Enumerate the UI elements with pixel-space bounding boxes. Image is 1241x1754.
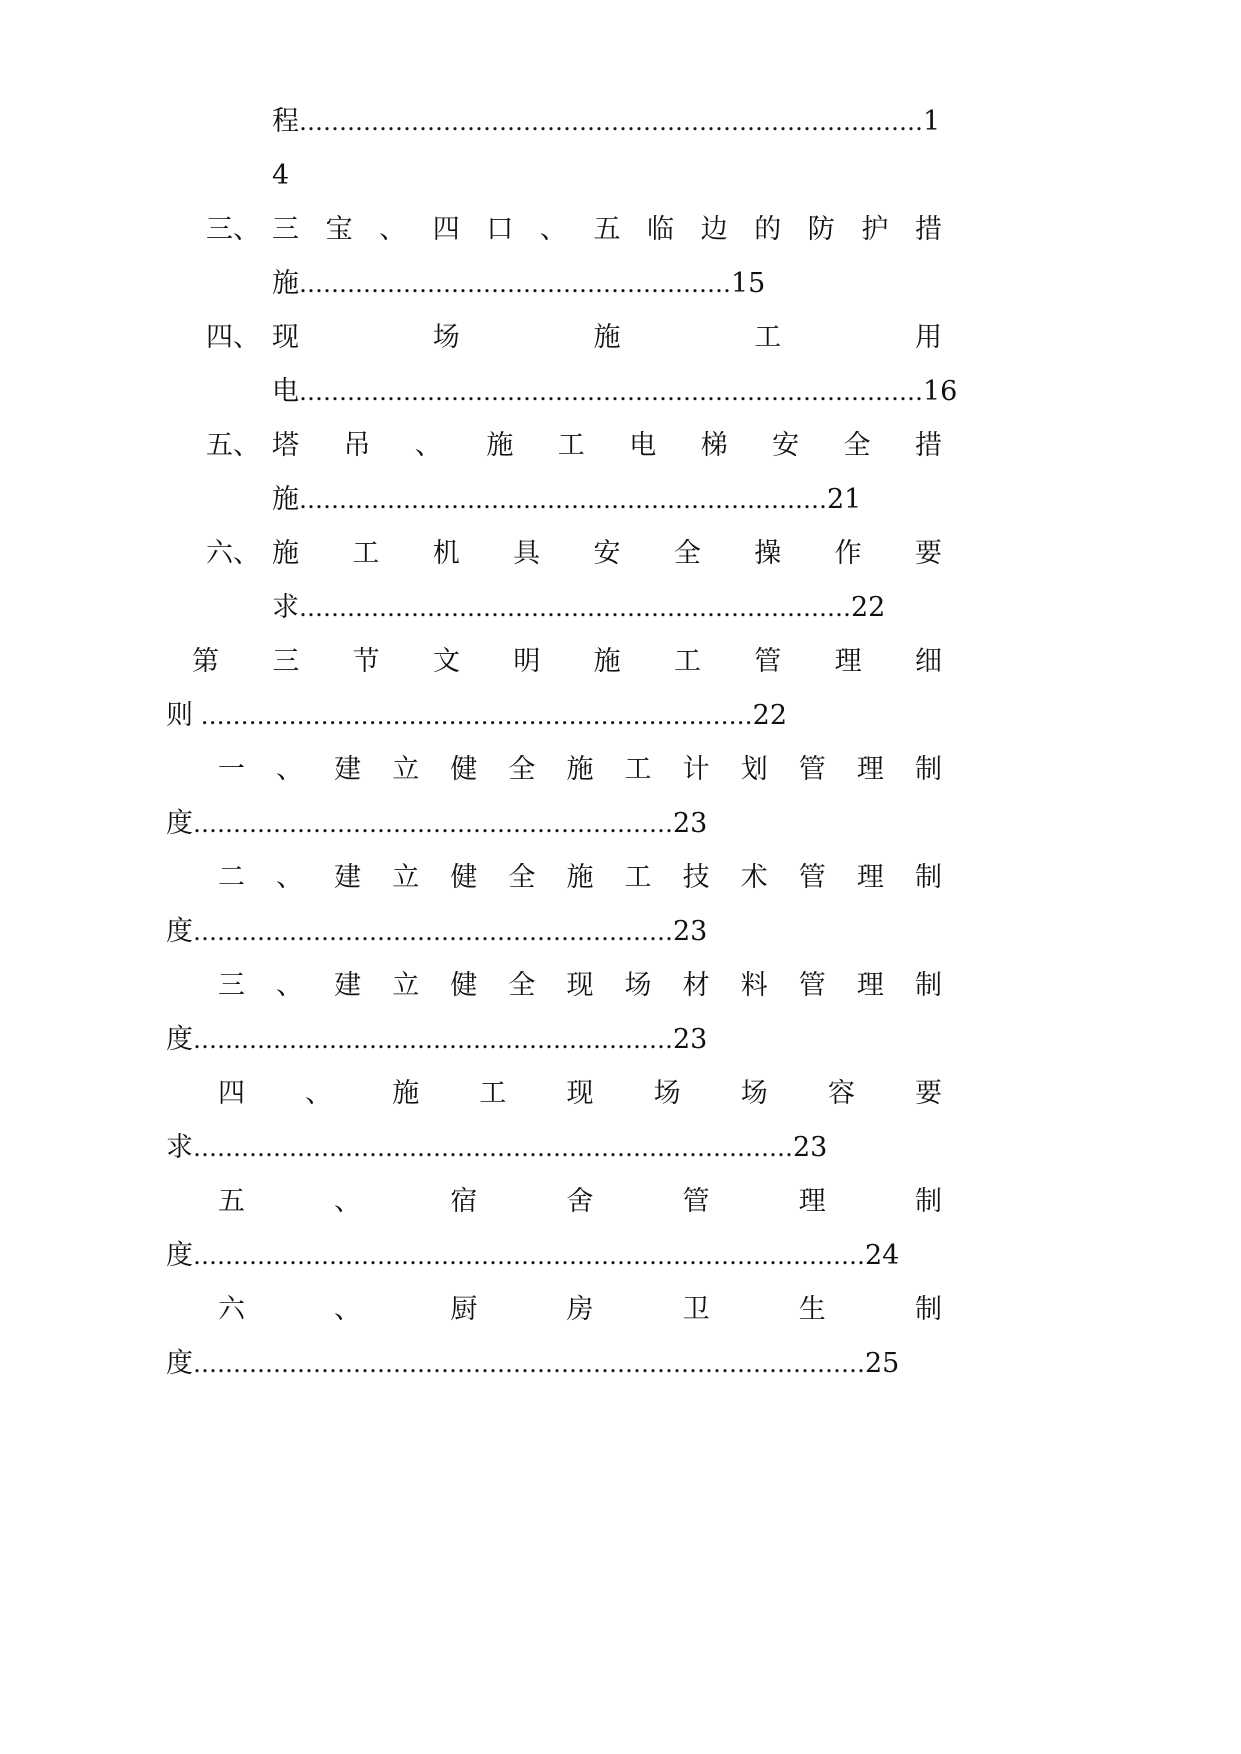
- toc-section-heading: 第 三 节 文 明 施 工 管 理 细: [192, 646, 942, 677]
- toc-line: 度……………………………………………………23: [166, 1024, 708, 1055]
- toc-line: 电……………………………………………………………………16: [272, 376, 958, 407]
- toc-heading: 二 、 建 立 健 全 施 工 技 术 管 理 制: [218, 862, 942, 893]
- toc-heading: 塔 吊 、 施 工 电 梯 安 全 措: [272, 430, 942, 461]
- toc-number: 五、: [206, 430, 260, 461]
- toc-line: 求…………………………………………………………………23: [166, 1132, 828, 1163]
- toc-heading: 五 、 宿 舍 管 理 制: [218, 1186, 942, 1217]
- toc-line: 则 ……………………………………………………………22: [166, 700, 787, 731]
- toc-number: 六、: [206, 538, 260, 569]
- toc-line: 度……………………………………………………23: [166, 808, 708, 839]
- toc-number: 三、: [206, 214, 260, 245]
- toc-heading: 三 、 建 立 健 全 现 场 材 料 管 理 制: [218, 970, 942, 1001]
- toc-line: 度…………………………………………………………………………25: [166, 1348, 900, 1379]
- toc-line: 施…………………………………………………………21: [272, 484, 862, 515]
- toc-heading: 施 工 机 具 安 全 操 作 要: [272, 538, 942, 569]
- toc-heading: 一 、 建 立 健 全 施 工 计 划 管 理 制: [218, 754, 942, 785]
- toc-heading: 六 、 厨 房 卫 生 制: [218, 1294, 942, 1325]
- toc-line: 求……………………………………………………………22: [272, 592, 886, 623]
- toc-line: 程……………………………………………………………………1: [272, 106, 941, 137]
- toc-number: 四、: [206, 322, 260, 353]
- toc-line: 度……………………………………………………23: [166, 916, 708, 947]
- toc-line: 施………………………………………………15: [272, 268, 766, 299]
- toc-line: 4: [272, 160, 290, 191]
- toc-line: 度…………………………………………………………………………24: [166, 1240, 900, 1271]
- toc-heading: 四 、 施 工 现 场 场 容 要: [218, 1078, 942, 1109]
- toc-heading: 三 宝 、 四 口 、 五 临 边 的 防 护 措: [272, 214, 942, 245]
- toc-heading: 现 场 施 工 用: [272, 322, 942, 353]
